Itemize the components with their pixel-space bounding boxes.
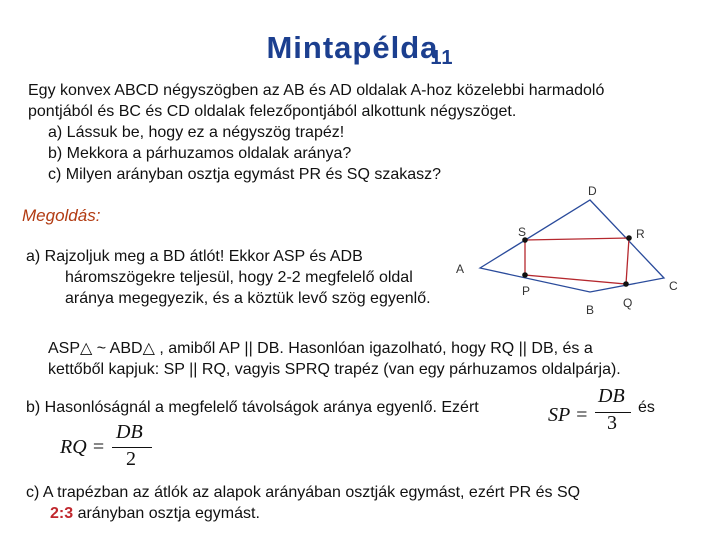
label-d: D — [588, 184, 597, 198]
and-word: és — [638, 399, 655, 416]
problem-statement — [28, 80, 698, 185]
question-c: c) Milyen arányban osztja egymást PR és SQ szakasz? — [48, 166, 442, 183]
ratio-value: 2:3 — [50, 505, 74, 522]
formula-rq-lhs: RQ = — [60, 436, 106, 458]
part-a-line-3: aránya megegyezik, és a köztük levő szög egyenlő. — [65, 290, 431, 307]
trapezoid-sprq — [525, 238, 629, 284]
intro-line-2: pontjából és BC és CD oldalak felezőpontjából alkottunk négyszöget. — [28, 103, 517, 120]
label-s: S — [518, 225, 527, 239]
point-r — [626, 235, 632, 241]
formula-sp-den: 3 — [607, 412, 617, 434]
part-a-line-1: a) Rajzoljuk meg a BD átlót! Ekkor ASP és ADB — [26, 248, 363, 265]
label-c: C — [669, 279, 678, 293]
similarity-line-2: kettőből kapjuk: SP || RQ, vagyis SPRQ trapéz (van egy párhuzamos oldalpárja). — [48, 361, 621, 378]
solution-part-a — [26, 246, 486, 309]
similarity-line-1: ASP△ ~ ABD△ , amiből AP || DB. Hasonlóan igazolható, hogy RQ || DB, és a — [48, 340, 593, 357]
part-c-line-2 — [26, 503, 696, 524]
solution-heading: Megoldás: — [22, 206, 101, 225]
formula-rq-den: 2 — [126, 448, 136, 470]
formula-sp-lhs: SP = — [548, 404, 589, 426]
label-b: B — [586, 303, 595, 317]
page-title: Mintapélda$_{11}$ — [266, 30, 454, 69]
part-b-text: b) Hasonlóságnál a megfelelő távolságok aránya egyenlő. Ezért — [26, 399, 479, 416]
question-b: b) Mekkora a párhuzamos oldalak aránya? — [48, 145, 352, 162]
intro-line-1: Egy konvex ABCD négyszögben az AB és AD oldalak A-hoz közelebbi harmadoló — [28, 82, 605, 99]
label-p: P — [522, 284, 531, 298]
formula-rq-num: DB — [116, 421, 143, 443]
formula-sp-num: DB — [598, 385, 625, 407]
question-a: a) Lássuk be, hogy ez a négyszög trapéz! — [48, 124, 345, 141]
label-q: Q — [623, 296, 633, 310]
part-c-line-1: c) A trapézban az átlók az alapok arányában osztják egymást, ezért PR és SQ — [26, 484, 581, 501]
point-q — [623, 281, 629, 287]
part-c-line-2-rest: arányban osztja egymást. — [73, 505, 260, 522]
similarity-conclusion — [48, 338, 708, 380]
label-r: R — [636, 227, 645, 241]
point-p — [522, 272, 528, 278]
quadrilateral-abcd — [480, 200, 664, 292]
label-a: A — [456, 262, 465, 276]
solution-part-c — [26, 482, 696, 524]
quadrilateral-diagram — [452, 178, 692, 318]
part-a-line-2: háromszögekre teljesül, hogy 2-2 megfelelő oldal — [65, 269, 413, 286]
